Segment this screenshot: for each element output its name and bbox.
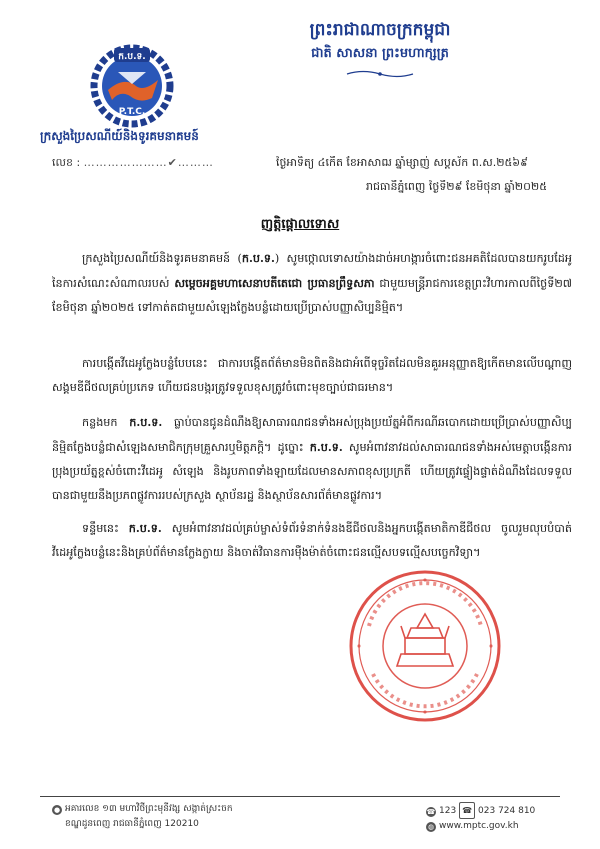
kingdom-header — [215, 18, 545, 83]
phone-box-icon: ☎ — [459, 802, 475, 819]
paragraph-2 — [52, 352, 572, 402]
p1-text-c: ) សូមថ្កោលទោសយ៉ាងដាច់អហង្ការចំពោះជនអគតិដែលបានយករូបដែអូនៃការសំណេះសំណាលរបស់ — [52, 252, 572, 290]
p4-text-c: សូមអំពាវនាវដល់គ្រប់ម្ចាស់ទំព័រទំនាក់ទំនងឌីជីថលនិងអ្នកបង្កើតមាតិកាឌីជីថល ចូលរួមលុបបំបាត់វីដេអូក្លែងបន្លំនេះនិងគ្រប់ព័ត៌មានក្លែងក្លាយ និងចាត់វិធានការម៉ឺងម៉ាត់ចំពោះជនល្មើសបទល្មើសបច្ចេកវិទ្យា។ — [52, 522, 572, 559]
p1-text-a: ក្រសួងប្រៃសណីយ៍និងទូរគមនាគមន៍ ( — [82, 252, 242, 265]
hotline-number: 123 — [439, 806, 457, 816]
ministry-name: ក្រសួងប្រៃសណីយ៍និងទូរគមនាគមន៍ — [40, 129, 199, 143]
website-link[interactable]: www.mptc.gov.kh — [439, 821, 519, 831]
p3-acronym-2: ក.ប.ទ. — [309, 440, 343, 454]
p3-text-c: ធ្លាប់បានជូនដំណឹងឱ្យសាធារណជនទាំងអស់ប្រុងប្រយ័ត្នអំពីករណីឆបោកដោយប្រើប្រាស់បញ្ញាសិប្បនិម្មិតក្លែងបន្លំជាសំឡេងសមាជិកក្រុមគ្រួសារឬមិត្តភក្តិ។ ដូច្នោះ — [52, 416, 572, 454]
phone-number: 023 724 810 — [478, 806, 536, 816]
footer-address — [52, 802, 233, 832]
address-line-2: ខណ្ឌដូនពេញ រាជធានីភ្នំពេញ 120210 — [65, 819, 199, 829]
paragraph-1 — [52, 246, 572, 344]
kingdom-title: ព្រះរាជាណាចក្រកម្ពុជា — [309, 20, 451, 40]
address-line-1: អគារលេខ ១៣ មហាវិថីព្រះមុនីវង្ស សង្កាត់ស្រះចក — [65, 804, 233, 814]
reference-dots: …………………✔……… — [83, 156, 214, 169]
official-seal-stamp — [345, 566, 505, 726]
p3-acronym-1: ក.ប.ទ. — [129, 415, 163, 429]
solar-date: រាជធានីភ្នំពេញ ថ្ងៃទី២៩ ខែមិថុនា ឆ្នាំ២០២៥ — [366, 180, 548, 193]
lunar-date: ថ្ងៃអាទិត្យ ៤កើត ខែអាសាឍ ឆ្នាំម្សាញ់ សប្តស័ក ព.ស.២៥៦៩ — [276, 156, 528, 169]
p2-text: ការបង្កើតវីដេអូក្លែងបន្លំបែបនេះ ជាការបង្កើតព័ត៌មានមិនពិតនិងជាអំពើទុច្ចរិតដែលមិនគួរអនុញ្ញាតឱ្យកើតមានលើបណ្តាញសង្គមឌីជីថលគ្រប់ប្រភេទ ហើយជនបង្ករត្រូវទទួលខុសត្រូវចំពោះមុខច្បាប់ជាធរមាន។ — [52, 357, 572, 394]
paragraph-4 — [52, 516, 572, 566]
globe-icon: ◍ — [427, 823, 435, 831]
p1-honorific: សម្តេចអគ្គមហាសេនាបតីតេជោ ប្រធានព្រឹទ្ធសភា — [174, 276, 375, 290]
kingdom-motto: ជាតិ សាសនា ព្រះមហាក្សត្រ — [311, 46, 449, 61]
document-title: ញត្តិផ្តោលទោស — [260, 217, 340, 232]
footer-contact — [426, 802, 535, 834]
logo-acronym: ក.ប.ទ. — [118, 52, 146, 62]
p3-text-e: សូមអំពាវនាវដល់សាធារណជនទាំងអស់មេត្តាបង្កើនការប្រុងប្រយ័ត្នខ្ពស់ចំពោះវីដេអូ សំឡេង និងរូបភាពទាំងឡាយដែលមានសភាពខុសប្រក្រតី ហើយត្រូវផ្ទៀងផ្ទាត់ដំណឹងដែលទទួលបានជាមួយនឹងប្រភពផ្លូវការរបស់ក្រសួង ស្ថាប័នរដ្ឋ និងស្ថាប័នសារព័ត៌មានផ្លូវការ។ — [52, 441, 572, 502]
phone-icon: ☎ — [426, 808, 436, 816]
p4-text-a: ទន្ទឹមនេះ — [82, 522, 129, 535]
ornament-divider-icon — [345, 69, 415, 79]
p1-text-e: ជាមួយមន្ត្រីរាជការខេត្តព្រះវិហារកាលពីថ្ងៃទី២៧ ខែមិថុនា ឆ្នាំ២០២៥ ទៅកាត់តជាមួយសំឡេងក្លែងបន្លំដោយប្រើប្រាស់បញ្ញាសិប្បនិម្មិត។ — [52, 277, 572, 314]
p3-text-a: កន្លងមក — [82, 416, 130, 429]
footer-divider — [40, 796, 560, 797]
p4-acronym: ក.ប.ទ. — [128, 521, 162, 535]
ministry-logo — [84, 42, 180, 132]
paragraph-3 — [52, 410, 572, 508]
logo-letters: P.T.C. — [118, 107, 146, 117]
reference-label: លេខ : — [52, 156, 81, 169]
reference-number — [52, 156, 214, 172]
p1-acronym: ក.ប.ទ. — [241, 251, 275, 265]
location-pin-icon: ● — [53, 806, 61, 814]
